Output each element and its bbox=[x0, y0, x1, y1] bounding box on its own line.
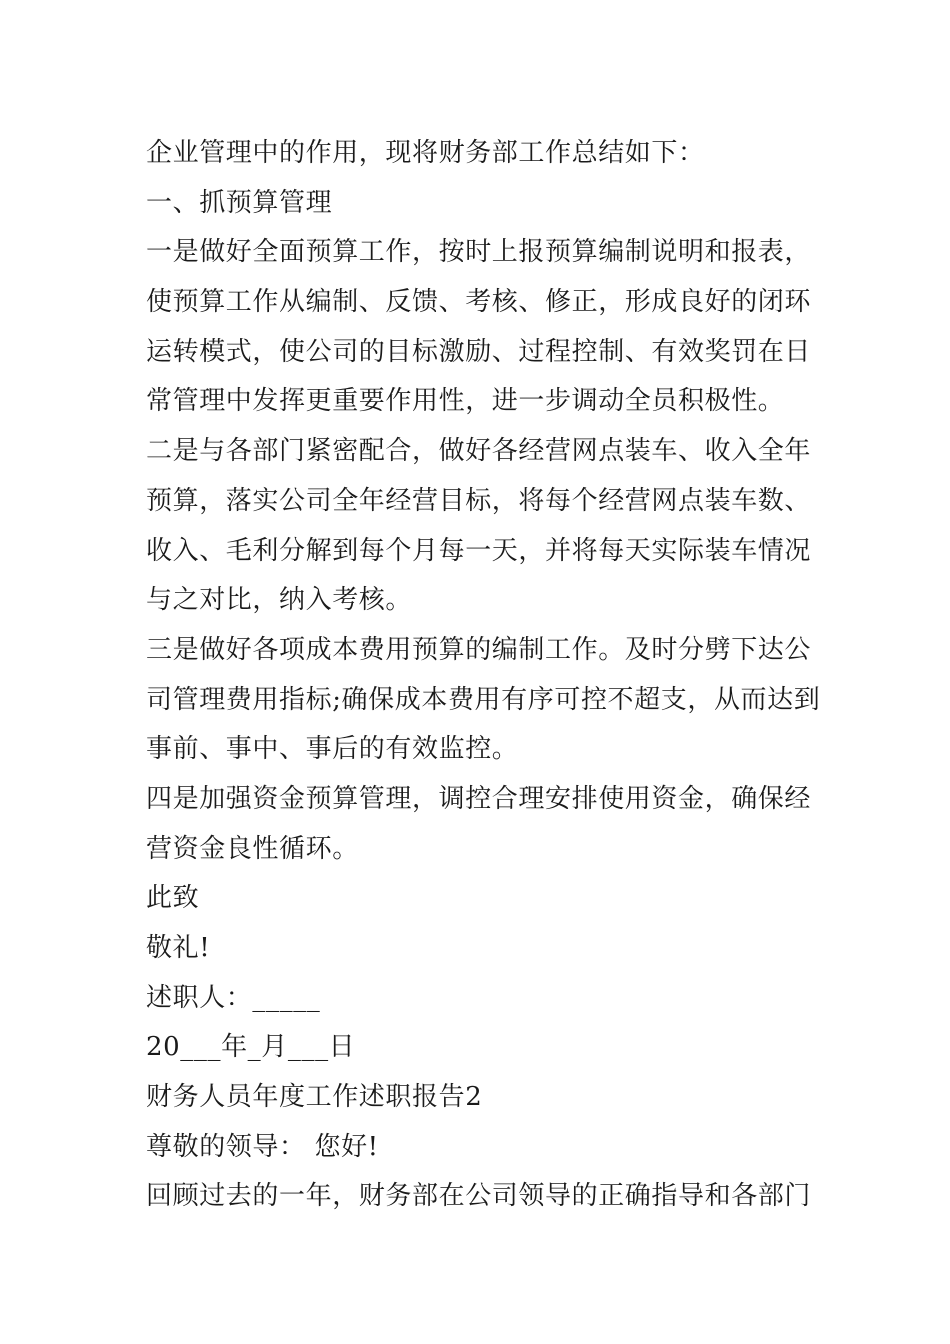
section-heading: 一、抓预算管理 bbox=[146, 187, 333, 218]
text-line: 四是加强资金预算管理，调控合理安排使用资金，确保经 bbox=[146, 783, 812, 814]
text-line: 事前、事中、事后的有效监控。 bbox=[146, 734, 519, 765]
text-line: 回顾过去的一年，财务部在公司领导的正确指导和各部门 bbox=[146, 1181, 812, 1212]
closing-regards: 敬礼! bbox=[146, 933, 211, 963]
text-line: 司管理费用指标;确保成本费用有序可控不超支，从而达到 bbox=[146, 684, 821, 715]
text-line: 使预算工作从编制、反馈、考核、修正，形成良好的闭环 bbox=[146, 287, 812, 318]
date-line: 20___年_月___日 bbox=[146, 1032, 356, 1063]
report-title: 财务人员年度工作述职报告2 bbox=[146, 1082, 483, 1113]
text-line: 收入、毛利分解到每个月每一天，并将每天实际装车情况 bbox=[146, 535, 812, 566]
text-line: 常管理中发挥更重要作用性，进一步调动全员积极性。 bbox=[146, 386, 785, 417]
closing-salutation: 此致 bbox=[146, 883, 200, 914]
greeting-line: 尊敬的领导： 您好! bbox=[146, 1131, 379, 1162]
text-line: 三是做好各项成本费用预算的编制工作。及时分劈下达公 bbox=[146, 634, 812, 665]
text-line: 运转模式，使公司的目标激励、过程控制、有效奖罚在日 bbox=[146, 336, 812, 367]
text-line: 企业管理中的作用，现将财务部工作总结如下： bbox=[146, 138, 705, 168]
text-line: 预算，落实公司全年经营目标，将每个经营网点装车数、 bbox=[146, 485, 812, 516]
document-body bbox=[146, 129, 821, 1222]
text-line: 一是做好全面预算工作，按时上报预算编制说明和报表， bbox=[146, 237, 812, 268]
text-line: 与之对比，纳入考核。 bbox=[146, 585, 413, 616]
text-line: 二是与各部门紧密配合，做好各经营网点装车、收入全年 bbox=[146, 436, 812, 467]
reporter-signature-line: 述职人：_____ bbox=[146, 982, 321, 1013]
text-line: 营资金良性循环。 bbox=[146, 833, 359, 864]
